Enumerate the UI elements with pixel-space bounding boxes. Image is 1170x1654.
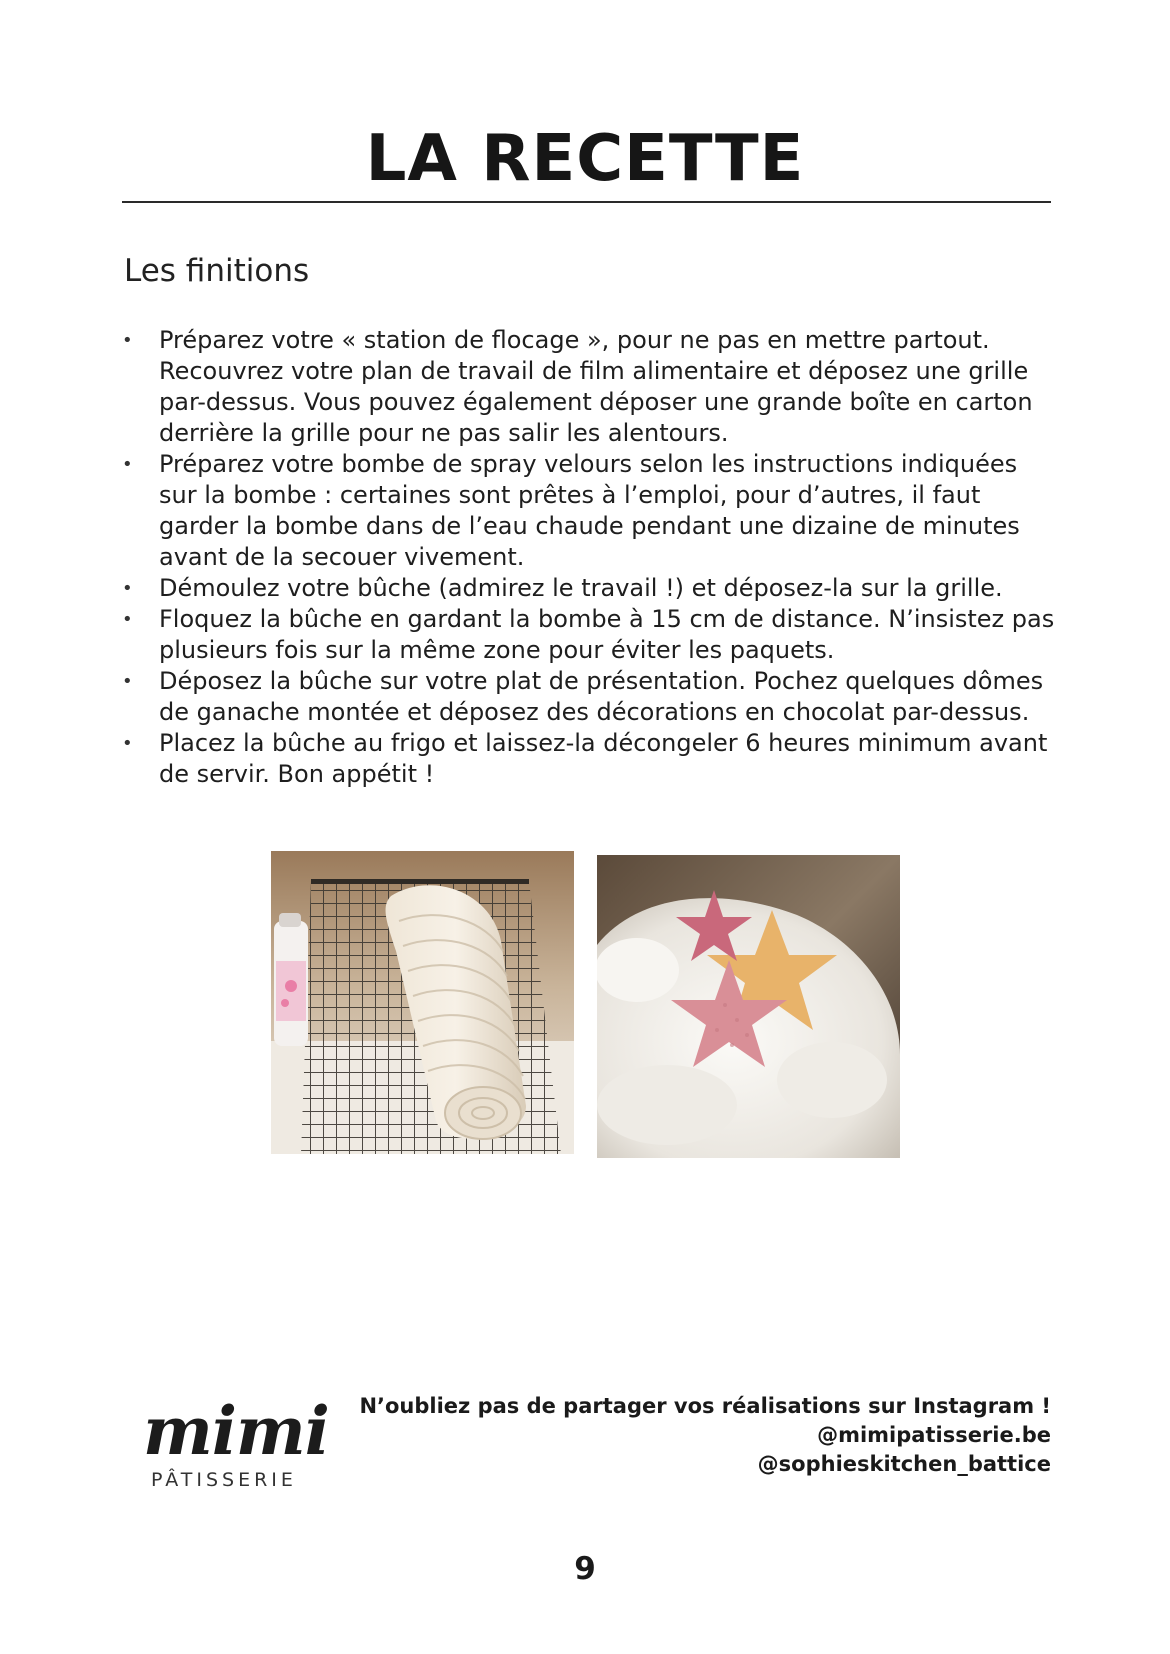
instagram-share-block xyxy=(359,1392,1051,1479)
bullet-icon: • xyxy=(122,609,133,630)
step-item xyxy=(122,325,1057,449)
page-title: LA RECETTE xyxy=(365,122,805,196)
step-item xyxy=(122,604,1057,666)
step-text: Placez la bûche au frigo et laissez-la décongeler 6 heures minimum avant de servir. Bon appétit ! xyxy=(159,729,1048,788)
bullet-icon: • xyxy=(122,733,133,754)
steps-list xyxy=(122,325,1057,790)
step-text: Déposez la bûche sur votre plat de présentation. Pochez quelques dômes de ganache montée et déposez des décorations en chocolat par-dessus. xyxy=(159,667,1044,726)
step-text: Démoulez votre bûche (admirez le travail !) et déposez-la sur la grille. xyxy=(159,574,1003,602)
page-number: 9 xyxy=(574,1551,596,1587)
bullet-icon: • xyxy=(122,578,133,599)
photo-stars-closeup xyxy=(597,855,900,1158)
step-text: Floquez la bûche en gardant la bombe à 15 cm de distance. N’insistez pas plusieurs fois sur la même zone pour éviter les paquets. xyxy=(159,605,1055,664)
bullet-icon: • xyxy=(122,671,133,692)
section-subtitle: Les finitions xyxy=(124,253,310,289)
bullet-icon: • xyxy=(122,454,133,475)
step-item xyxy=(122,666,1057,728)
instagram-handle-sophie: @sophieskitchen_battice xyxy=(757,1452,1051,1476)
step-item xyxy=(122,449,1057,573)
step-text: Préparez votre « station de flocage », pour ne pas en mettre partout. Recouvrez votre plan de travail de film alimentaire et déposez une grille par-dessus. Vous pouvez également déposer une grande boîte en carton derrière la grille pour ne pas salir les alentours. xyxy=(159,326,1033,447)
stars-closeup-illustration xyxy=(597,855,900,1158)
step-item xyxy=(122,573,1057,604)
step-item xyxy=(122,728,1057,790)
share-line: N’oubliez pas de partager vos réalisations sur Instagram ! xyxy=(359,1394,1051,1418)
instagram-handle-mimi: @mimipatisserie.be xyxy=(817,1423,1051,1447)
title-divider xyxy=(122,201,1051,203)
photo-log-on-rack xyxy=(271,851,574,1154)
log-on-rack-illustration xyxy=(271,851,574,1154)
brand-logo-word: mimi xyxy=(143,1392,329,1470)
step-text: Préparez votre bombe de spray velours selon les instructions indiquées sur la bombe : certaines sont prêtes à l’emploi, pour d’autres, il faut garder la bombe dans de l’eau chaude pendant une dizaine de minutes avant de la secouer vivement. xyxy=(159,450,1020,571)
brand-logo-subtitle: PÂTISSERIE xyxy=(151,1469,297,1491)
bullet-icon: • xyxy=(122,330,133,351)
